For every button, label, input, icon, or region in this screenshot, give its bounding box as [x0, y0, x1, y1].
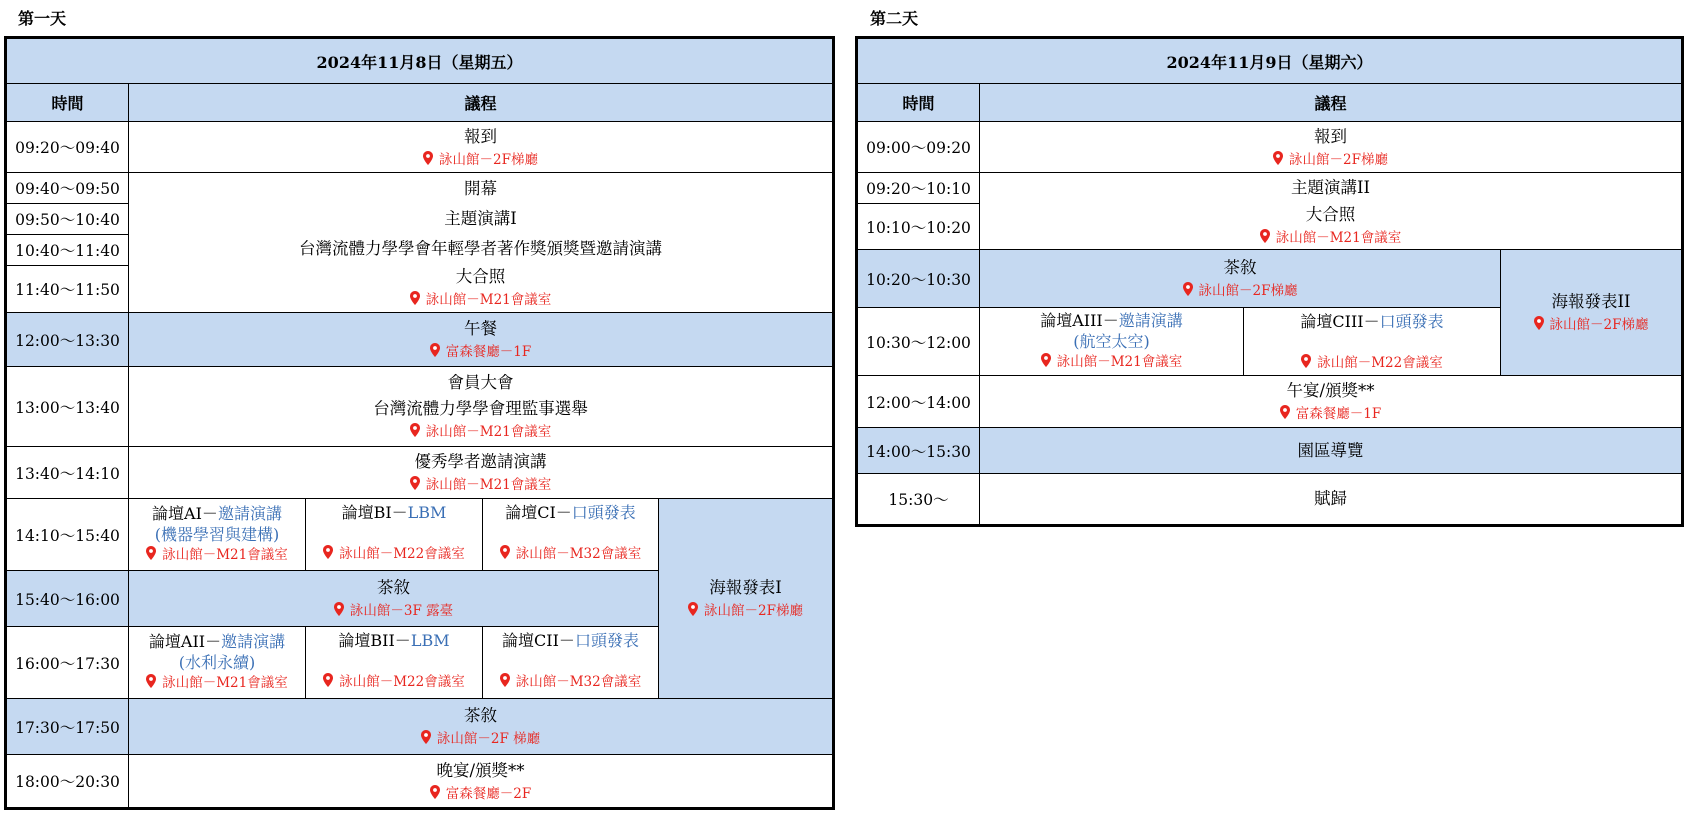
- location-label: [483, 672, 658, 693]
- agenda-cell: [129, 122, 834, 173]
- session-title: 論壇BI－LBM: [341, 503, 447, 522]
- poster-session-cell: [1501, 250, 1683, 376]
- session-title: 晚宴/頒獎**: [436, 760, 525, 780]
- day1-schedule-table: [4, 36, 835, 810]
- location-label: [129, 601, 658, 622]
- location-label: [129, 545, 305, 566]
- map-pin-icon: [1041, 353, 1051, 373]
- location-text: 富森餐廳－1F: [1295, 406, 1382, 422]
- location-text: 詠山館－M21會議室: [162, 675, 288, 691]
- location-label: [129, 342, 832, 363]
- session-title: 優秀學者邀請演講: [414, 452, 547, 471]
- time-cell: 12:00～14:00: [857, 376, 980, 428]
- location-text: 詠山館－2F梯廳: [1198, 283, 1298, 299]
- time-cell: 10:40～11:40: [6, 235, 129, 266]
- location-label: [483, 544, 658, 565]
- session-subtitle: (航空太空): [1073, 332, 1150, 351]
- agenda-cell: [980, 376, 1683, 428]
- session-title: 茶敘: [464, 706, 498, 725]
- location-text: 詠山館－M22會議室: [339, 546, 465, 562]
- location-text: 詠山館－2F梯廳: [1549, 317, 1649, 333]
- agenda-cell: [129, 313, 834, 367]
- agenda-cell: [129, 571, 659, 627]
- session-title: 海報發表I: [709, 578, 782, 597]
- time-cell: 10:30～12:00: [857, 308, 980, 376]
- map-pin-icon: [1280, 405, 1290, 425]
- session-title: 論壇CI－口頭發表: [505, 503, 636, 522]
- session-title: 大合照: [455, 267, 506, 286]
- time-cell: 13:00～13:40: [6, 367, 129, 447]
- time-cell: 11:40～11:50: [6, 266, 129, 313]
- location-text: 詠山館－M21會議室: [1056, 354, 1183, 370]
- forum-cell-a: [129, 627, 306, 699]
- location-label: [306, 544, 482, 565]
- day2-date-header: 2024年11月9日（星期六）: [857, 38, 1683, 84]
- location-label: [129, 150, 832, 171]
- session-title: 論壇CII－口頭發表: [502, 631, 639, 650]
- agenda-cell: [980, 428, 1683, 474]
- time-cell: 18:00～20:30: [6, 755, 129, 809]
- time-cell: 10:20～10:30: [857, 250, 980, 308]
- location-text: 詠山館－M21會議室: [425, 424, 552, 440]
- forum-cell-a: [980, 308, 1244, 376]
- session-title: 茶敘: [1223, 258, 1257, 277]
- map-pin-icon: [334, 602, 344, 622]
- location-label: [129, 673, 305, 694]
- time-cell: 15:30～: [857, 474, 980, 526]
- forum-cell-c: [1244, 308, 1501, 376]
- location-text: 詠山館－M21會議室: [425, 292, 552, 308]
- location-label: [980, 281, 1500, 302]
- agenda-cell: [980, 250, 1501, 308]
- location-text: 詠山館－M22會議室: [339, 674, 465, 690]
- time-cell: 09:50～10:40: [6, 204, 129, 235]
- map-pin-icon: [323, 673, 333, 693]
- agenda-cell: [129, 699, 834, 755]
- location-label: [129, 729, 832, 750]
- location-label: [980, 404, 1681, 425]
- agenda-cell: [129, 447, 834, 499]
- session-title: 台灣流體力學學會年輕學者著作獎頒獎暨邀請演講: [299, 239, 663, 258]
- time-cell: 13:40～14:10: [6, 447, 129, 499]
- location-label: [129, 290, 832, 311]
- session-title: 午宴/頒獎**: [1286, 381, 1375, 400]
- forum-cell-c: [483, 627, 659, 699]
- map-pin-icon: [410, 476, 420, 496]
- location-label: [659, 601, 832, 622]
- time-cell: 16:00～17:30: [6, 627, 129, 699]
- time-cell: 09:40～09:50: [6, 173, 129, 204]
- location-text: 詠山館－3F 露臺: [349, 603, 454, 619]
- location-text: 詠山館－M22會議室: [1317, 355, 1443, 371]
- map-pin-icon: [421, 730, 431, 750]
- map-pin-icon: [1534, 316, 1544, 336]
- agenda-cell: [129, 173, 834, 313]
- day1-date-header: 2024年11月8日（星期五）: [6, 38, 834, 84]
- forum-cell-a: [129, 499, 306, 571]
- agenda-cell: [980, 474, 1683, 526]
- forum-cell-b: [306, 627, 483, 699]
- map-pin-icon: [1260, 229, 1270, 249]
- session-title: 茶敘: [377, 578, 410, 597]
- time-cell: 14:10～15:40: [6, 499, 129, 571]
- map-pin-icon: [500, 545, 510, 565]
- location-label: [980, 352, 1243, 373]
- map-pin-icon: [146, 674, 156, 694]
- map-pin-icon: [146, 546, 156, 566]
- agenda-cell: [980, 122, 1683, 173]
- session-title: 主題演講I: [444, 209, 517, 228]
- forum-cell-b: [306, 499, 483, 571]
- location-label: [980, 150, 1681, 171]
- location-label: [306, 672, 482, 693]
- forum-cell-c: [483, 499, 659, 571]
- time-cell: 15:40～16:00: [6, 571, 129, 627]
- map-pin-icon: [410, 291, 420, 311]
- map-pin-icon: [323, 545, 333, 565]
- session-title: 海報發表II: [1551, 292, 1631, 311]
- location-label: [1244, 353, 1500, 374]
- session-title: 賦歸: [1314, 489, 1347, 508]
- time-cell: 17:30～17:50: [6, 699, 129, 755]
- location-text: 詠山館－2F梯廳: [439, 151, 538, 168]
- day2-schedule-table: [855, 36, 1684, 527]
- map-pin-icon: [1301, 354, 1311, 374]
- map-pin-icon: [410, 423, 420, 443]
- session-title: 台灣流體力學學會理監事選舉: [373, 399, 588, 418]
- session-subtitle: (水利永續): [178, 653, 256, 672]
- agenda-cell: [980, 173, 1683, 250]
- session-title: 論壇AII－邀請演講: [148, 632, 286, 651]
- session-title: 主題演講II: [1290, 177, 1371, 197]
- day1-agenda-header: 議程: [129, 84, 834, 122]
- session-title: 論壇CIII－口頭發表: [1300, 312, 1444, 331]
- map-pin-icon: [500, 673, 510, 693]
- location-text: 詠山館－M21會議室: [425, 477, 552, 493]
- session-title: 會員大會: [447, 373, 514, 392]
- map-pin-icon: [430, 785, 440, 805]
- day2-time-header: 時間: [857, 84, 980, 122]
- time-cell: 14:00～15:30: [857, 428, 980, 474]
- session-title: 園區導覽: [1297, 440, 1364, 460]
- location-label: [1501, 315, 1681, 336]
- session-title: 報到: [1314, 126, 1347, 146]
- location-text: 詠山館－2F梯廳: [1289, 151, 1388, 168]
- session-title: 開幕: [464, 179, 498, 198]
- location-label: [980, 228, 1681, 249]
- session-title: 大合照: [1305, 204, 1356, 224]
- session-title: 論壇AIII－邀請演講: [1040, 311, 1183, 330]
- location-text: 詠山館－M32會議室: [515, 674, 642, 690]
- location-label: [129, 475, 832, 496]
- time-cell: 09:20～09:40: [6, 122, 129, 173]
- time-cell: 10:10～10:20: [857, 204, 980, 250]
- location-text: 詠山館－M21會議室: [162, 547, 288, 563]
- location-text: 富森餐廳－2F: [445, 785, 532, 802]
- map-pin-icon: [1273, 151, 1283, 171]
- location-label: [129, 422, 832, 443]
- map-pin-icon: [423, 151, 433, 171]
- poster-session-cell: [659, 499, 834, 699]
- location-text: 詠山館－2F 梯廳: [436, 731, 541, 747]
- day1-time-header: 時間: [6, 84, 129, 122]
- location-text: 富森餐廳－1F: [445, 344, 532, 360]
- day2-agenda-header: 議程: [980, 84, 1683, 122]
- location-text: 詠山館－M32會議室: [515, 546, 642, 562]
- map-pin-icon: [688, 602, 698, 622]
- agenda-cell: [129, 367, 834, 447]
- session-title: 午餐: [464, 319, 498, 338]
- day2-label: 第二天: [870, 9, 919, 28]
- location-text: 詠山館－2F梯廳: [704, 603, 803, 619]
- session-title: 論壇BII－LBM: [338, 631, 450, 650]
- agenda-cell: [129, 755, 834, 809]
- location-text: 詠山館－M21會議室: [1275, 229, 1402, 246]
- session-subtitle: (機器學習與建構): [154, 525, 280, 544]
- session-title: 報到: [464, 126, 498, 146]
- location-label: [129, 784, 832, 805]
- map-pin-icon: [430, 343, 440, 363]
- time-cell: 09:00～09:20: [857, 122, 980, 173]
- time-cell: 09:20～10:10: [857, 173, 980, 204]
- session-title: 論壇AI－邀請演講: [152, 504, 282, 523]
- map-pin-icon: [1183, 282, 1193, 302]
- day1-label: 第一天: [18, 9, 67, 28]
- time-cell: 12:00～13:30: [6, 313, 129, 367]
